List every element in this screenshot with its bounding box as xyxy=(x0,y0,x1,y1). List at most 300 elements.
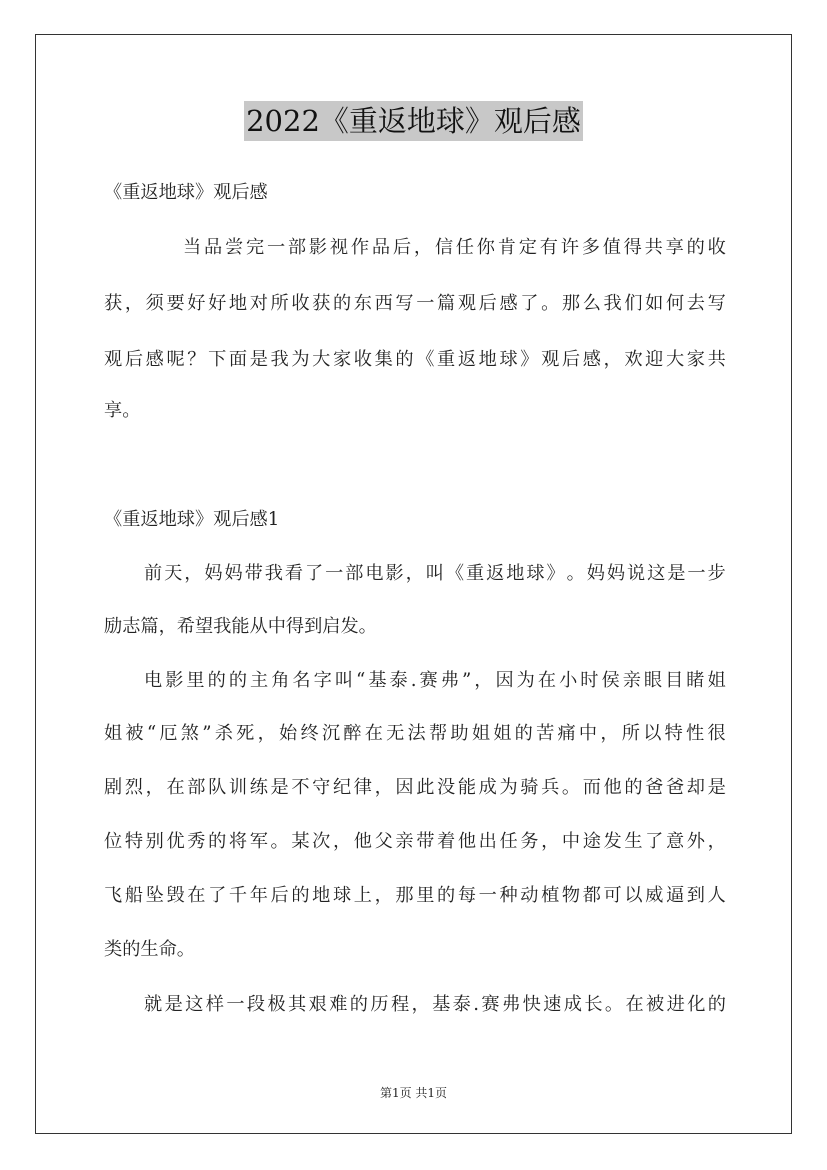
text-glyph: 逼 xyxy=(665,885,685,906)
text-glyph: 家 xyxy=(332,349,352,370)
text-glyph: 死 xyxy=(236,723,255,744)
text-glyph: 写 xyxy=(707,293,726,314)
text-glyph: 赛 xyxy=(419,670,438,691)
text-glyph: 主 xyxy=(250,670,269,691)
text-glyph: 帮 xyxy=(428,723,448,744)
text-glyph: 得 xyxy=(623,237,642,258)
text-glyph: 。 xyxy=(541,293,560,314)
text-glyph: 享 xyxy=(665,237,684,258)
text-glyph: 姐 xyxy=(471,723,491,744)
text-glyph: 成 xyxy=(478,777,497,798)
text-glyph: 好 xyxy=(208,293,227,314)
text-glyph: 一 xyxy=(478,885,497,906)
text-glyph: 这 xyxy=(185,994,204,1015)
paragraph3-line-1 xyxy=(144,995,726,1015)
text-glyph: 视 xyxy=(329,237,349,258)
text-glyph: 我 xyxy=(264,563,283,584)
text-glyph: 纪 xyxy=(332,777,352,798)
text-glyph: 的 xyxy=(514,723,533,744)
text-glyph: 我 xyxy=(270,349,289,370)
text-glyph: 速 xyxy=(543,994,562,1015)
text-glyph: 特 xyxy=(124,831,144,852)
text-glyph: 好 xyxy=(187,293,206,314)
text-glyph: 后 xyxy=(124,349,144,370)
text-glyph: 一 xyxy=(266,237,286,258)
text-glyph: 人 xyxy=(707,885,726,906)
text-glyph: 这 xyxy=(647,563,666,584)
text-glyph: 返 xyxy=(486,563,505,584)
text-glyph: 优 xyxy=(166,831,185,852)
text-glyph: 。 xyxy=(566,563,585,584)
text-glyph: ， xyxy=(184,563,203,584)
text-glyph: 练 xyxy=(249,777,268,798)
text-glyph: 上 xyxy=(353,885,372,906)
text-glyph: 多 xyxy=(581,237,600,258)
text-glyph: 获 xyxy=(312,293,331,314)
document-title-block xyxy=(0,101,827,141)
text-glyph: 他 xyxy=(353,831,372,852)
text-glyph: 时 xyxy=(580,670,599,691)
text-glyph: 篇 xyxy=(437,293,456,314)
text-glyph: 坠 xyxy=(145,885,164,906)
text-glyph: 妈 xyxy=(606,563,626,584)
text-glyph: 品 xyxy=(203,237,223,258)
text-glyph: 后 xyxy=(392,237,412,258)
text-glyph: 艰 xyxy=(308,994,327,1015)
text-glyph: 要 xyxy=(166,293,185,314)
text-glyph: 尝 xyxy=(224,237,244,258)
text-glyph: 厄 xyxy=(159,723,178,744)
text-glyph: 姐 xyxy=(707,670,726,691)
text-glyph: 须 xyxy=(145,293,164,314)
text-glyph: 妈 xyxy=(224,563,243,584)
text-glyph: 中 xyxy=(578,723,598,744)
text-glyph: 某 xyxy=(291,831,310,852)
text-glyph: 段 xyxy=(246,994,266,1015)
intro-line-3 xyxy=(104,350,726,370)
text-glyph: 球 xyxy=(526,563,545,584)
text-glyph: 后 xyxy=(561,349,581,370)
text-glyph: 是 xyxy=(667,563,686,584)
text-glyph: 醉 xyxy=(343,723,362,744)
text-glyph: 去 xyxy=(686,293,705,314)
text-glyph: 的 xyxy=(707,994,726,1015)
text-glyph: 。 xyxy=(604,994,624,1015)
text-glyph: 如 xyxy=(645,293,664,314)
text-glyph: 球 xyxy=(499,349,518,370)
text-glyph: 睹 xyxy=(686,670,705,691)
text-glyph: 看 xyxy=(284,563,304,584)
text-glyph: 务 xyxy=(520,831,539,852)
text-glyph: 外 xyxy=(686,831,705,852)
text-glyph: 说 xyxy=(627,563,646,584)
text-glyph: “ xyxy=(356,670,366,691)
text-glyph: 妈 xyxy=(586,563,605,584)
text-glyph: 眼 xyxy=(643,670,663,691)
text-glyph: 样 xyxy=(205,994,224,1015)
text-glyph: 的 xyxy=(395,349,414,370)
text-glyph: 带 xyxy=(416,831,435,852)
text-glyph: 影 xyxy=(165,670,184,691)
text-glyph: 地 xyxy=(506,563,525,584)
text-glyph: 律 xyxy=(353,777,372,798)
text-glyph: 到 xyxy=(686,885,705,906)
text-glyph: 共 xyxy=(644,237,663,258)
text-glyph: 助 xyxy=(450,723,469,744)
text-glyph: 赛 xyxy=(481,994,500,1015)
text-glyph: 写 xyxy=(395,293,414,314)
text-glyph: 兵 xyxy=(541,777,560,798)
text-glyph: 毁 xyxy=(166,885,185,906)
text-glyph: 观 xyxy=(457,293,477,314)
text-glyph: 的 xyxy=(208,831,227,852)
text-glyph: 的 xyxy=(332,293,352,314)
text-glyph: 守 xyxy=(312,777,331,798)
text-glyph: 的 xyxy=(228,670,248,691)
paragraph2-line-1 xyxy=(144,671,726,691)
text-glyph: 为 xyxy=(516,670,535,691)
text-glyph: 呢 xyxy=(166,349,185,370)
text-glyph: 是 xyxy=(270,777,289,798)
text-glyph: 却 xyxy=(686,777,705,798)
text-glyph: 电 xyxy=(144,670,163,691)
text-glyph: 共 xyxy=(707,349,726,370)
text-glyph: 天 xyxy=(164,563,183,584)
section-heading: 《重返地球》观后感1 xyxy=(104,509,280,530)
text-glyph: 目 xyxy=(665,670,684,691)
text-glyph: 收 xyxy=(291,293,310,314)
text-glyph: 在 xyxy=(364,723,383,744)
text-glyph: 迎 xyxy=(645,349,664,370)
text-glyph: 以 xyxy=(624,885,643,906)
text-glyph: ？ xyxy=(187,349,206,370)
text-glyph: 叫 xyxy=(334,670,354,691)
text-glyph: 不 xyxy=(291,777,310,798)
paragraph2-line-2 xyxy=(104,724,726,744)
text-glyph: ， xyxy=(374,885,393,906)
text-glyph: 叫 xyxy=(425,563,444,584)
text-glyph: 中 xyxy=(561,831,581,852)
text-glyph: 而 xyxy=(582,777,601,798)
text-glyph: 爸 xyxy=(645,777,664,798)
text-glyph: 我 xyxy=(603,293,622,314)
text-glyph: 在 xyxy=(625,994,644,1015)
text-glyph: 年 xyxy=(249,885,268,906)
text-glyph: 了 xyxy=(208,885,227,906)
text-glyph: 因 xyxy=(495,670,514,691)
text-glyph: 他 xyxy=(603,777,622,798)
text-glyph: 的 xyxy=(207,670,226,691)
text-glyph: 痛 xyxy=(557,723,576,744)
text-glyph: 在 xyxy=(166,777,185,798)
text-glyph: 亲 xyxy=(395,831,414,852)
text-glyph: 因 xyxy=(395,777,414,798)
text-glyph: 侯 xyxy=(601,670,620,691)
text-glyph: 任 xyxy=(455,237,474,258)
text-glyph: 基 xyxy=(368,670,387,691)
text-glyph: 你 xyxy=(476,237,495,258)
paragraph2-line-4 xyxy=(104,832,726,852)
paragraph2-line-6: 类的生命。 xyxy=(104,939,195,960)
text-glyph: 就 xyxy=(144,994,163,1015)
text-glyph: “ xyxy=(146,723,157,744)
text-glyph: 里 xyxy=(186,670,205,691)
intro-line-4: 享。 xyxy=(104,400,141,421)
text-glyph: 船 xyxy=(124,885,144,906)
text-glyph: 观 xyxy=(104,349,123,370)
text-glyph: 后 xyxy=(478,293,497,314)
text-glyph: 对 xyxy=(249,293,268,314)
text-glyph: 千 xyxy=(228,885,248,906)
text-glyph: 地 xyxy=(228,293,248,314)
text-glyph: 次 xyxy=(312,831,331,852)
text-glyph: 特 xyxy=(664,723,683,744)
page-footer: 第1页 共1页 xyxy=(379,1086,448,1100)
text-glyph: 一 xyxy=(325,563,344,584)
text-glyph: 有 xyxy=(539,237,558,258)
text-glyph: 很 xyxy=(707,723,726,744)
text-glyph: 化 xyxy=(687,994,706,1015)
text-glyph: ， xyxy=(332,831,352,852)
text-glyph: 定 xyxy=(518,237,537,258)
text-glyph: 泰 xyxy=(389,670,408,691)
text-glyph: 杀 xyxy=(214,723,233,744)
text-glyph: 可 xyxy=(603,885,622,906)
text-glyph: 动 xyxy=(520,885,539,906)
text-glyph: ， xyxy=(413,237,433,258)
text-glyph: 地 xyxy=(478,349,497,370)
text-glyph: 部 xyxy=(287,237,307,258)
text-glyph: 影 xyxy=(385,563,404,584)
text-glyph: 《 xyxy=(416,349,435,370)
text-glyph: 能 xyxy=(457,777,477,798)
text-glyph: 的 xyxy=(437,885,456,906)
text-glyph: 那 xyxy=(395,885,414,906)
text-glyph: 程 xyxy=(390,994,410,1015)
document-title: 2022《重返地球》观后感 xyxy=(244,101,583,141)
text-glyph: 的 xyxy=(624,777,643,798)
text-glyph: 里 xyxy=(416,885,435,906)
text-glyph: 苦 xyxy=(536,723,555,744)
text-glyph: 每 xyxy=(457,885,477,906)
text-glyph: 信 xyxy=(434,237,454,258)
text-glyph: 以 xyxy=(643,723,662,744)
text-glyph: 父 xyxy=(374,831,393,852)
text-glyph: 》 xyxy=(546,563,565,584)
text-glyph: 。 xyxy=(561,777,581,798)
text-glyph: 都 xyxy=(582,885,601,906)
text-glyph: 出 xyxy=(478,831,497,852)
text-glyph: 着 xyxy=(437,831,456,852)
document-subtitle: 《重返地球》观后感 xyxy=(104,182,268,203)
text-glyph: ， xyxy=(603,349,622,370)
text-glyph: 家 xyxy=(686,349,705,370)
text-glyph: 前 xyxy=(144,563,163,584)
text-glyph: 部 xyxy=(345,563,364,584)
text-glyph: 在 xyxy=(537,670,557,691)
text-glyph: ， xyxy=(124,293,144,314)
text-glyph: 他 xyxy=(457,831,477,852)
text-glyph: 威 xyxy=(645,885,664,906)
text-glyph: 感 xyxy=(582,349,601,370)
text-glyph: 始 xyxy=(279,723,298,744)
text-glyph: 位 xyxy=(104,831,123,852)
text-glyph: 一 xyxy=(226,994,245,1015)
paragraph2-line-5 xyxy=(104,886,726,906)
text-glyph: 品 xyxy=(371,237,391,258)
text-glyph: 了 xyxy=(520,293,539,314)
text-glyph: 收 xyxy=(353,349,372,370)
text-glyph: 植 xyxy=(541,885,560,906)
text-glyph: ” xyxy=(202,723,212,744)
intro-line-2 xyxy=(104,294,726,314)
text-glyph: 》 xyxy=(520,349,539,370)
text-glyph: 难 xyxy=(329,994,348,1015)
paragraph1-line-2: 励志篇，希望我能从中得到启发。 xyxy=(104,616,377,637)
text-glyph: 《 xyxy=(445,563,465,584)
text-glyph: 一 xyxy=(416,293,435,314)
text-glyph: 的 xyxy=(291,885,310,906)
text-glyph: 影 xyxy=(308,237,328,258)
text-glyph: 何 xyxy=(665,293,685,314)
text-glyph: 值 xyxy=(602,237,621,258)
text-glyph: ， xyxy=(374,777,393,798)
text-glyph: 感 xyxy=(145,349,164,370)
text-glyph: 们 xyxy=(624,293,643,314)
text-glyph: 将 xyxy=(228,831,248,852)
text-glyph: 长 xyxy=(584,994,603,1015)
text-glyph: 被 xyxy=(125,723,144,744)
text-glyph: 别 xyxy=(145,831,164,852)
text-glyph: 历 xyxy=(370,994,389,1015)
text-glyph: 观 xyxy=(541,349,560,370)
text-glyph: 所 xyxy=(621,723,640,744)
text-glyph: 物 xyxy=(561,885,581,906)
text-glyph: 么 xyxy=(582,293,601,314)
text-glyph: 没 xyxy=(437,777,456,798)
text-glyph: 集 xyxy=(374,349,393,370)
text-glyph: 后 xyxy=(270,885,289,906)
text-glyph: 种 xyxy=(499,885,518,906)
text-glyph: 东 xyxy=(353,293,372,314)
text-glyph: 电 xyxy=(365,563,384,584)
text-glyph: 的 xyxy=(686,237,705,258)
text-glyph: 法 xyxy=(407,723,426,744)
text-glyph: 烈 xyxy=(124,777,144,798)
text-glyph: 途 xyxy=(582,831,601,852)
text-glyph: 了 xyxy=(645,831,664,852)
text-glyph: 是 xyxy=(707,777,726,798)
text-glyph: ， xyxy=(541,831,560,852)
text-glyph: 为 xyxy=(499,777,518,798)
text-glyph: 训 xyxy=(228,777,248,798)
text-glyph: 此 xyxy=(416,777,435,798)
text-glyph: 了 xyxy=(305,563,324,584)
text-glyph: 带 xyxy=(244,563,263,584)
text-glyph: 队 xyxy=(208,777,227,798)
text-glyph: 一 xyxy=(687,563,706,584)
text-glyph: 弗 xyxy=(502,994,521,1015)
text-glyph: 步 xyxy=(707,563,726,584)
text-glyph: 终 xyxy=(300,723,319,744)
text-glyph: 基 xyxy=(432,994,451,1015)
text-glyph: 军 xyxy=(249,831,268,852)
text-glyph: 姐 xyxy=(104,723,123,744)
text-glyph: 当 xyxy=(183,237,202,258)
text-glyph: 快 xyxy=(522,994,541,1015)
text-glyph: 大 xyxy=(665,349,685,370)
text-glyph: 许 xyxy=(560,237,579,258)
text-glyph: 爸 xyxy=(665,777,685,798)
text-glyph: 肯 xyxy=(497,237,516,258)
text-glyph: 煞 xyxy=(180,723,199,744)
text-glyph: 。 xyxy=(270,831,289,852)
text-glyph: 进 xyxy=(666,994,685,1015)
intro-line-1 xyxy=(183,238,726,258)
text-glyph: 剧 xyxy=(104,777,123,798)
text-glyph: ， xyxy=(600,723,619,744)
text-glyph: 名 xyxy=(292,670,311,691)
text-glyph: 的 xyxy=(349,994,368,1015)
text-glyph: 沉 xyxy=(321,723,341,744)
text-glyph: 弗 xyxy=(440,670,459,691)
text-glyph: 其 xyxy=(288,994,307,1015)
text-glyph: 无 xyxy=(386,723,405,744)
text-glyph: 角 xyxy=(271,670,290,691)
text-glyph: 作 xyxy=(350,237,370,258)
text-glyph: 那 xyxy=(561,293,581,314)
text-glyph: 成 xyxy=(563,994,582,1015)
text-glyph: 重 xyxy=(466,563,485,584)
text-glyph: 在 xyxy=(187,885,206,906)
text-glyph: . xyxy=(473,994,480,1015)
text-glyph: 为 xyxy=(291,349,310,370)
text-glyph: 生 xyxy=(624,831,643,852)
text-glyph: 泰 xyxy=(452,994,471,1015)
text-glyph: 骑 xyxy=(520,777,539,798)
paragraph2-line-3 xyxy=(104,778,726,798)
text-glyph: 亲 xyxy=(622,670,641,691)
text-glyph: 下 xyxy=(208,349,227,370)
text-glyph: 秀 xyxy=(187,831,206,852)
text-glyph: 所 xyxy=(270,293,289,314)
text-glyph: ， xyxy=(411,994,430,1015)
text-glyph: 妈 xyxy=(204,563,223,584)
text-glyph: 姐 xyxy=(493,723,512,744)
text-glyph: 大 xyxy=(312,349,331,370)
text-glyph: 收 xyxy=(707,237,726,258)
text-glyph: ” xyxy=(461,670,472,691)
text-glyph: 地 xyxy=(312,885,331,906)
paragraph1-line-1 xyxy=(144,564,726,584)
text-glyph: 极 xyxy=(267,994,286,1015)
text-glyph: ， xyxy=(145,777,164,798)
text-glyph: ， xyxy=(707,831,726,852)
text-glyph: 部 xyxy=(187,777,206,798)
text-glyph: 欢 xyxy=(624,349,643,370)
text-glyph: 字 xyxy=(313,670,332,691)
text-glyph: 感 xyxy=(499,293,518,314)
text-glyph: ， xyxy=(474,670,493,691)
text-glyph: . xyxy=(410,670,417,691)
text-glyph: 球 xyxy=(332,885,352,906)
text-glyph: ， xyxy=(405,563,424,584)
text-glyph: 获 xyxy=(104,293,123,314)
text-glyph: 面 xyxy=(228,349,248,370)
text-glyph: ， xyxy=(257,723,276,744)
text-glyph: 返 xyxy=(457,349,477,370)
text-glyph: 任 xyxy=(499,831,518,852)
